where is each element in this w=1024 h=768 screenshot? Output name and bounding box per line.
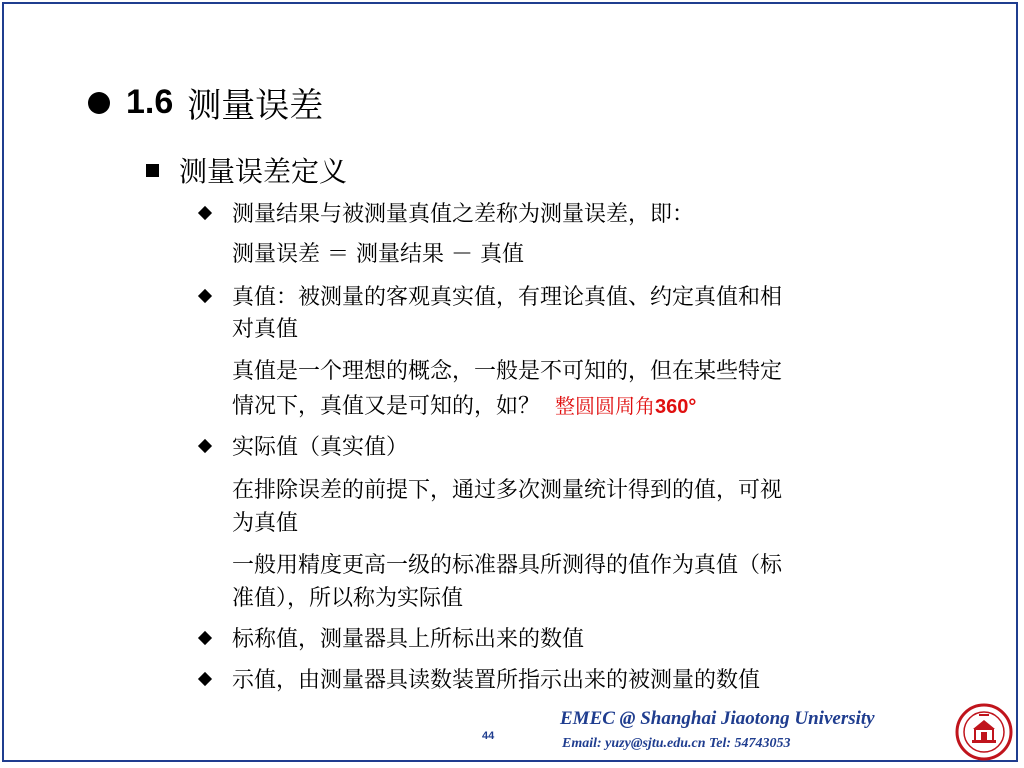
bullet-text-cont: 对真值: [232, 317, 299, 342]
section-heading-text: 测量误差定义: [179, 155, 348, 188]
paragraph-text-cont: [232, 389, 696, 424]
diamond-bullet-icon: [198, 633, 212, 647]
square-bullet-icon: [146, 164, 159, 177]
diamond-bullet-icon: [198, 208, 212, 222]
paragraph-text-inline: 情况下，真值又是可知的，如？: [232, 394, 541, 419]
diamond-bullet-icon: [198, 441, 212, 455]
highlight-note-number: 360°: [655, 396, 697, 418]
bullet-text: 测量结果与被测量真值之差称为测量误差，即：: [232, 202, 695, 227]
footer-contact: Email: yuzy@sjtu.edu.cn Tel: 54743053: [562, 736, 791, 751]
diamond-bullet-icon: [198, 674, 212, 688]
bullet-text: 真值：被测量的客观真实值，有理论真值、约定真值和相: [232, 285, 783, 310]
section-heading: [146, 150, 347, 190]
paragraph-text: 在排除误差的前提下，通过多次测量统计得到的值，可视: [232, 478, 783, 503]
highlight-note-text: 整圆圆周角: [555, 394, 656, 418]
title-number: 1.6: [126, 82, 174, 121]
bullet-text: 示值，由测量器具读数装置所指示出来的被测量的数值: [232, 668, 761, 693]
paragraph-text: 真值是一个理想的概念，一般是不可知的，但在某些特定: [232, 359, 783, 384]
footer-organization: EMEC @ Shanghai Jiaotong University: [560, 708, 875, 729]
slide-title: [88, 76, 323, 128]
diamond-bullet-icon: [198, 291, 212, 305]
paragraph-text: 一般用精度更高一级的标准器具所测得的值作为真值（标: [232, 553, 783, 578]
paragraph-text-cont: 为真值: [232, 511, 299, 536]
bullet-dot-icon: [88, 92, 110, 114]
bullet-text: 实际值（真实值）: [232, 435, 409, 460]
page-number: 44: [482, 730, 495, 742]
bullet-text: 标称值，测量器具上所标出来的数值: [232, 627, 585, 652]
highlight-note: [555, 394, 696, 418]
university-logo: [955, 703, 1013, 761]
paragraph-text-cont: 准值），所以称为实际值: [232, 586, 464, 611]
formula-text: 测量误差 ＝ 测量结果 － 真值: [232, 242, 524, 267]
title-text: 测量误差: [187, 85, 324, 126]
